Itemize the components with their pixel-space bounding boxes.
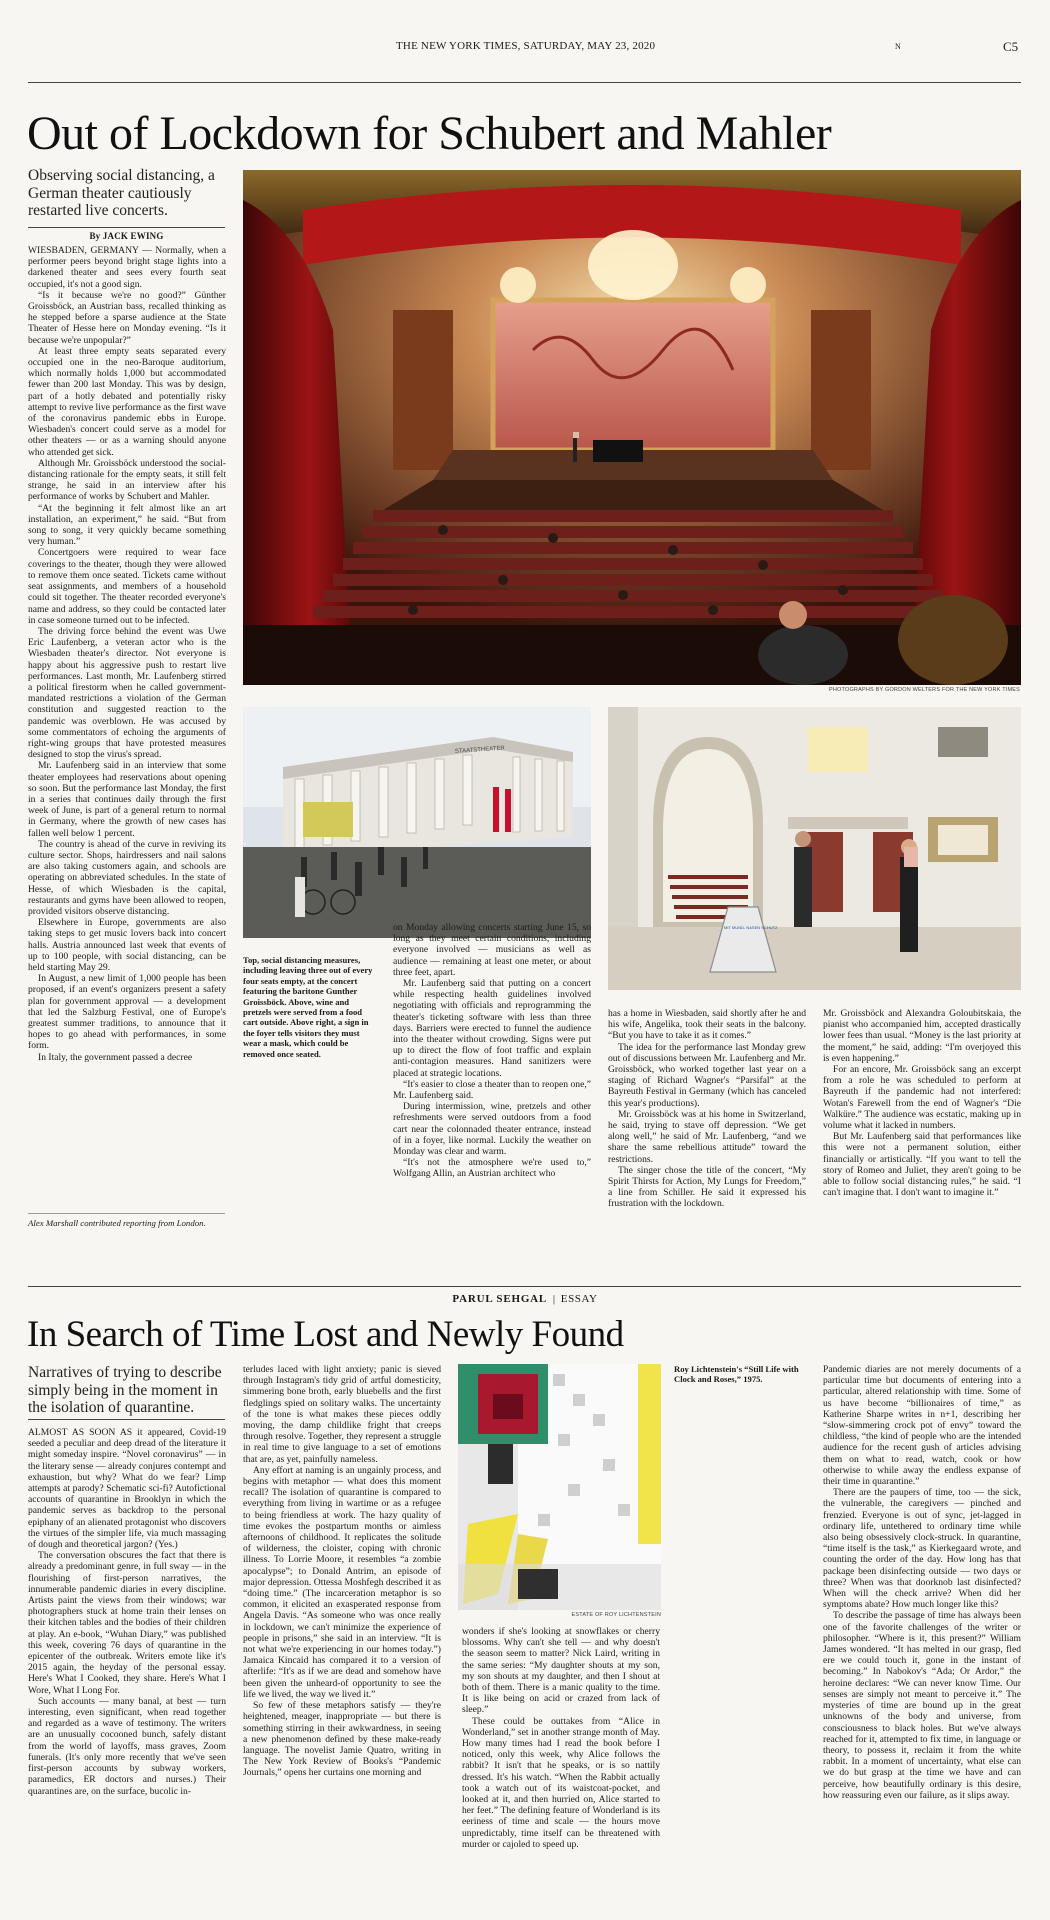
article1-c1-p6: The driving force behind the event was Uwe Eric Laufenberg, a veteran actor who is the Wiesbaden theater's director. Not everyone is happy about his aggressive push to restart live performances. Last month, Mr. Laufenberg stirred a political firestorm when he called government-mandated restrictions a violation of the German constitution and suggested reaction to the pandemic was overblown. He was accused by some commentators of echoing the arguments of right-wing groups that have protested measures designed to stop the virus's spread. (28, 625, 226, 761)
article1-column-3 (608, 1008, 806, 1218)
article1-c2-p2: “It's easier to close a theater than to reopen one,” Mr. Laufenberg said. (393, 1078, 591, 1102)
article1-c2-p1: Mr. Laufenberg said that putting on a concert while respecting health guidelines involved negotiating with officials and reprogramming the theater's ticketing software with less than three days. Barriers were erected to funnel the audience into the theater without crowding. Signs were put up to direct the flow of foot traffic and explain anti-contagion measures. Hand sanitizers were placed at strategic locations. (393, 978, 591, 1079)
article1-c1-p4: “At the beginning it felt almost like an art installation, an experiment,” he said. “But from song to song, it very quickly became something very human.” (28, 502, 226, 548)
artwork-credit: ESTATE OF ROY LICHTENSTEIN (571, 1612, 661, 1618)
article1-column-4 (823, 1008, 1021, 1218)
article1-photo-credit: PHOTOGRAPHS BY GORDON WELTERS FOR THE NEW YORK TIMES (828, 687, 1020, 693)
article2-column-2 (243, 1364, 441, 1885)
kicker-separator: | (552, 1293, 556, 1305)
facade-sign: STAATSTHEATER (454, 745, 506, 755)
article1-c1-p3: Although Mr. Groissböck understood the social-distancing rationale for the empty seats, it still felt strange, he said in an interview after his performance of works by Schubert and Mahler. (28, 457, 226, 503)
article1-c1-p10: In August, a new limit of 1,000 people has been proposed, if an event's organizers present a safety plan for government approval — a development that led the Salzburg Festival, one of Europe's greatest summer traditions, to announce that it hopes to go ahead with performances, in some form. (28, 973, 226, 1052)
article2-c1-p2: Such accounts — many banal, at best — turn interesting, even significant, when read together and regarded as a wave of testimony. The writers are an unusually cocooned bunch, safely distant from the world of layoffs, mass graves, Zoom funerals. (It's only more recently that we've seen first-person accounts by subway workers, paramedics, ER doctors and nurses.) Their quarantines are, on the surface, bucolic in- (28, 1695, 226, 1797)
theater-foyer-photo (608, 707, 1021, 990)
article1-c2-p3: During intermission, wine, pretzels and other refreshments were served outdoors from a food cart near the colonnaded theater entrance, instead of in a foyer, like normal. Luckily the weather on Monday was clear and warm. (393, 1101, 591, 1158)
article2-c4-p1: There are the paupers of time, too — the sick, the vulnerable, the caregivers — pinched and frenzied. Everyone is out of sync, jet-lagged in ordinary life, untethered to ordinary time while also being obsessively clock-struck. In quarantine, “time itself is the task,” as Kierkegaard wrote, and counting the order of the day. How long has that package been disinfecting outside — two days or three? When was that doorknob last disinfected? When will the check arrive? When did her symptoms abate? How much longer like this? (823, 1487, 1021, 1611)
article1-column-1 (28, 245, 226, 1205)
article2-c2-p2: So few of these metaphors satisfy — they're heightened, meager, inappropriate — but there is something stirring in their awkwardness, in seeing a new phenomenon defined by these make-ready language. The novelist Jamie Quatro, writing in The New York Review of Books's “Pandemic Journals,” opens her curtains one morning and (243, 1700, 441, 1779)
article2-c2-p1: Any effort at naming is an ungainly process, and begins with metaphor — what does this moment recall? The isolation of quarantine is compared to everything from living in wartime or as a refugee to being friendless at work. The hazy quality of time evokes the postpartum months or aimless afternoons of childhood. It replicates the solitude of wilderness, the cloister, coping with chronic illness. To Lorrie Moore, it resembles “a zombie apocalypse”; to Donald Antrim, an episode of major depression. Ottessa Moshfegh described it as “doing time.” (The incarceration metaphor is so common, it elicited an exasperated response from Angela Davis. “As someone who was once really in lockdown, we can't minimize the experience of people in prisons,” she said in an interview. “It is not what we're experiencing in our homes today.”) Jamaica Kincaid has compared it to a version of afterlife: “It's as if we are dead and somehow have been given the unheard-of opportunity to see the life we lived, the way we lived it.” (243, 1464, 441, 1700)
kicker-label: ESSAY (560, 1293, 598, 1305)
masthead-rule (28, 82, 1021, 83)
article1-c1-p1: “Is it because we're no good?” Günther Groissböck, an Austrian bass, recalled thinking as he stepped before a sparse audience at the State Theater of Hesse here on Monday evening. “Is it because we're unpopular?” (28, 289, 226, 346)
contributor-note: Alex Marshall contributed reporting from London. (28, 1218, 206, 1228)
page-number: C5 (1003, 39, 1019, 54)
article1-c4-p2: But Mr. Laufenberg said that performances like this were not a permanent solution, either financially or artistically. “If you want to tell the story of Romeo and Juliet, they aren't going to be able to follow social distancing rules,” he said. “I can't imagine that. I don't want to imagine it.” (823, 1131, 1021, 1199)
contributor-rule (28, 1213, 225, 1214)
article1-c4-p0: Mr. Groissböck and Alexandra Goloubitskaia, the pianist who accompanied him, accepted drastically lower fees than usual. “Money is the last priority at the moment,” he said, adding: “I'm overjoyed this is even happening.” (823, 1008, 1021, 1064)
article2-c1-p1: The conversation obscures the fact that there is already a predominant genre, in full sway — in the flourishing of first-person narratives, the innumerable pandemic diaries in every discipline. Artists paint the views from their windows; war photographers stuck at home train their lenses on their kitchen tables and the bodies of their children at play. An e-book, “Wuhan Diary,” was published this week, covering 76 days of quarantine in the epicenter of the outbreak. Writers emote like it's 2015 again, the heyday of the personal essay. Here's What I Cooked, they share. Here's What I Wore, What I Long For. (28, 1550, 226, 1696)
theater-interior-photo (243, 170, 1021, 685)
theater-exterior-photo (243, 707, 591, 938)
essay-kicker (0, 1293, 1050, 1305)
article2-deck: Narratives of trying to describe simply being in the moment in the isolation of quarantine. (28, 1364, 222, 1416)
article2-column-1 (28, 1427, 226, 1885)
article2-c3-p1: These could be outtakes from “Alice in Wonderland,” set in another strange month of May. How many times had I read the book before I noticed, only this week, why Alice follows the rabbit? It isn't that he speaks, or is so nattily dressed. It's his watch. “When the Rabbit actually took a watch out of its waistcoat-pocket, and looked at it, and then hurried on, Alice started to her feet.” The defining feature of Wonderland is its eeriness of time and scale — the hours move unpredictably, time itself can be threatened with murder or cajoled to speed up. (462, 1715, 660, 1850)
article1-c1-p7: Mr. Laufenberg said in an interview that some theater employees had reservations about opening so soon. But the performance last Monday, the first in a series that continues daily through the first week of June, is part of a general return to normal in Germany, where the growth of new cases has fallen well below 1 percent. (28, 760, 226, 839)
lichtenstein-artwork (458, 1364, 661, 1610)
article1-c3-p2: Mr. Groissböck was at his home in Switzerland, he said, trying to stave off depression. “We get along well,” he said of Mr. Laufenberg, “and we share the same rebellious attitude” toward the restrictions. (608, 1108, 806, 1165)
article2-c2-p0: terludes laced with light anxiety; panic is sieved through Instagram's tidy grid of artful domesticity, simmering bone broth, early bluebells and the first fledglings spied on solitary walks. The uncertainty of the tone is what makes these pieces oddly moving, the damp childlike fright that creeps through resolve. Together, they represent a struggle in real time to give language to a set of emotions that are, as yet, painfully nameless. (243, 1364, 441, 1465)
article1-c2-p0: on Monday allowing concerts starting June 15, so long as they meet certain conditions, including everyone involved — musicians as well as audience — remaining at least one meter, or about three feet, apart. (393, 922, 591, 978)
article1-deck: Observing social distancing, a German theater cautiously restarted live concerts. (28, 167, 215, 219)
article1-c3-p3: The singer chose the title of the concert, “My Spirit Thirsts for Action, My Lungs for Freedom,” a line from Schiller. He said it expressed his frustration with the lockdown. (608, 1164, 806, 1210)
masthead-marker: N (895, 42, 901, 51)
article2-column-4 (823, 1364, 1021, 1885)
foyer-sign: MIT MUND- NASEN SCHUTZ (724, 925, 778, 930)
article1-c2-p4: “It's not the atmosphere we're used to,” Wolfgang Allin, an Austrian architect who (393, 1157, 591, 1180)
article1-c1-p5: Concertgoers were required to wear face coverings to the theater, though they were allowed to remove them once seated. Tickets came without seat assignments, and members of a household could sit together. The theater recorded everyone's name and address, so they could be contacted later in case someone turned out to be infected. (28, 547, 226, 626)
essay-deck-rule (28, 1419, 225, 1420)
article1-c1-p9: Elsewhere in Europe, governments are also taking steps to get music lovers back into concert halls. Austria announced last week that events of up to 100 people, with social distancing, can be held starting May 29. (28, 917, 226, 973)
article1-c3-p1: The idea for the performance last Monday grew out of discussions between Mr. Laufenberg and Mr. Groissböck, who worked together last year on a staging of Richard Wagner's “Parsifal” at the Bayreuth Festival in Germany (which has canceled this year's productions). (608, 1041, 806, 1109)
artwork-caption: Roy Lichtenstein's “Still Life with Clock and Roses,” 1975. (674, 1364, 799, 1385)
article2-c3-p0: wonders if she's looking at snowflakes or cherry blossoms. Why can't she tell — and why doesn't the season seem to matter? Nick Laird, writing in the same series: “My daughter shouts at my son, my son shouts at my daughter, and then I shout at both of them. There is a manic quality to the time. It is like being on acid or crazed from lack of sleep.” (462, 1626, 660, 1716)
article1-headline: Out of Lockdown for Schubert and Mahler (27, 107, 832, 160)
article1-c1-p8: The country is ahead of the curve in reviving its culture sector. Shops, hairdressers and nail salons are also taking customers again, and schools are operating on abbreviated schedules. In the state of Hesse, of which Wiesbaden is the capital, restaurants and gyms have been allowed to reopen, provided visitors observe distancing. (28, 838, 226, 917)
byline-rule (28, 227, 225, 228)
article1-c1-p0: WIESBADEN, GERMANY — Normally, when a performer peers beyond bright stage lights into a darkened theater and sees every fourth seat occupied, it's not a good sign. (28, 245, 226, 290)
article1-c3-p0: has a home in Wiesbaden, said shortly after he and his wife, Angelika, took their seats in the balcony. “But you have to take it as it comes.” (608, 1008, 806, 1042)
article2-c1-p0: ALMOST AS SOON AS it appeared, Covid-19 seeded a peculiar and deep dread of the literature it might someday inspire. “Novel coronavirus” — in the literary sense — already conjures contempt and exhaustion, but why? What do we fear? Limp attempts at parody? Schematic sci-fi? Autofictional accounts of quarantine in Brooklyn in which the pandemic serves as backdrop to the personal epiphany of an alienated protagonist who discovers the virtues of the simpler life, via much massaging of dough and theoretical jargon? (Yes.) (28, 1427, 226, 1551)
kicker-author: PARUL SEHGAL (452, 1293, 548, 1305)
masthead-dateline: THE NEW YORK TIMES, SATURDAY, MAY 23, 2020 (396, 40, 656, 52)
article2-headline: In Search of Time Lost and Newly Found (27, 1314, 624, 1355)
article2-c4-p0: Pandemic diaries are not merely documents of a particular time but documents of entering into a particular, altered relationship with time. Some of us have become “billionaires of time,” as Katherine Sharpe writes in n+1, describing her “slow-simmering crock pot of envy” toward the childless, “the kind of people who are the intended audience for the recent gush of articles advising them on what to read, watch, cook or how otherwise to while away the endless expanse of their time in quarantine.” (823, 1364, 1021, 1488)
article1-c4-p1: For an encore, Mr. Groissböck sang an excerpt from a role he was scheduled to perform at Bayreuth if the pandemic had not interfered: Wotan's Farewell from the end of Wagner's “Die Walküre.” The audience was ecstatic, making up in volume what it lacked in numbers. (823, 1064, 1021, 1132)
article1-photo-caption: Top, social distancing measures, including leaving three out of every four seats empty, at the concert featuring the baritone Gunther Groissböck. Above, wine and pretzels were served from a food cart outside. Above right, a sign in the foyer tells visitors they must wear a mask, which could be removed once seated. (243, 955, 373, 1059)
article2-column-3 (462, 1626, 660, 1886)
article2-c4-p2: To describe the passage of time has always been one of the favorite challenges of the writer or philosopher. “Where is it, this present?” William James wondered. “It has melted in our grasp, fled ere we could touch it, gone in the instant of becoming.” In Nabokov's “Ada; Or Ardor,” the heroine declares: “We can never know Time. Our senses are simply not meant to perceive it.” The mysteries of time are bound up in the great unknowns of the body and universe, from consciousness to black holes. But we've always reached for it, attempted to fix time, in language or theory, to possess it, reclaim it from the white rabbit. In a moment of uncertainty, what else can we do but grasp at the time we have and can perceive, how beautifully ordinary is this desire, how reassuring even our failure, as it slips away. (823, 1610, 1021, 1801)
article1-byline: By JACK EWING (89, 231, 164, 241)
section-divider (28, 1286, 1021, 1287)
article1-column-2 (393, 922, 591, 1217)
article1-c1-p2: At least three empty seats separated every occupied one in the neo-Baroque auditorium, which normally holds 1,000 but accommodated fewer than 200 last Monday. This was by design, part of a hotly debated and potentially risky attempt to revive live performance as the first wave of the coronavirus pandemic ebbs in Europe. Wiesbaden's concert could serve as a model for other theaters — or as a warning should anyone who attended get sick. (28, 345, 226, 458)
article1-c1-p11: In Italy, the government passed a decree (38, 1051, 193, 1063)
